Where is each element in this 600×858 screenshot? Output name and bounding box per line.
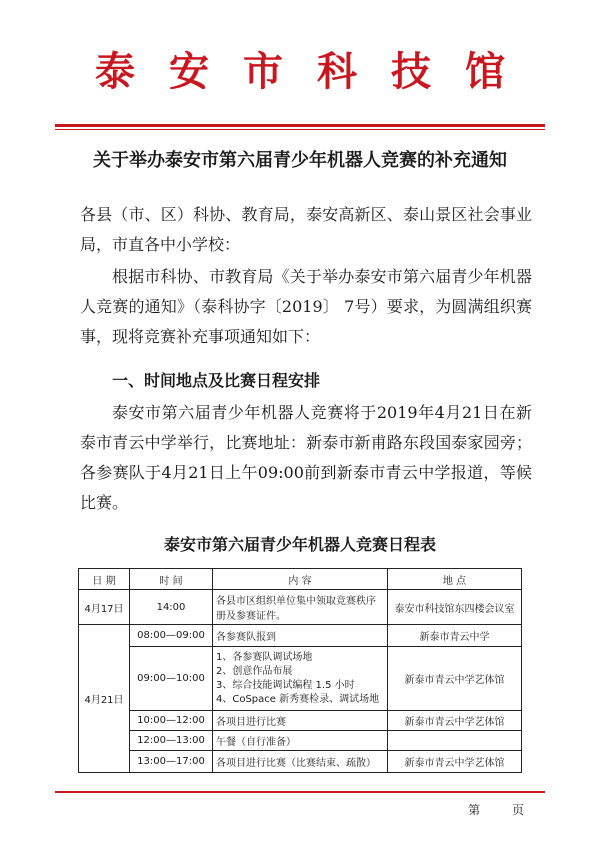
document-title: 关于举办泰安市第六届青少年机器人竞赛的补充通知: [93, 150, 507, 171]
letterhead-rule-thin: [55, 129, 545, 130]
table-row: [79, 751, 522, 773]
cell-location: [388, 731, 522, 751]
addressee-paragraph: 各县（市、区）科协、教育局，泰安高新区、泰山景区社会事业局，市直各中小学校：: [80, 205, 532, 254]
cell-location: 新泰市青云中学艺体馆: [388, 751, 522, 773]
cell-time: 12:00—13:00: [130, 731, 213, 751]
schedule-table-title: 泰安市第六届青少年机器人竞赛日程表: [163, 535, 436, 554]
cell-content-list: [213, 647, 388, 711]
footer-rule: [55, 791, 545, 793]
cell-time: 08:00—09:00: [130, 625, 213, 647]
cell-location: 新泰市青云中学艺体馆: [388, 711, 522, 731]
header-date: 日 期: [79, 569, 130, 590]
section-heading-1: 一、时间地点及比赛日程安排: [112, 371, 321, 390]
list-item: 2、创意作品布展: [216, 665, 293, 677]
schedule-table: [78, 568, 522, 773]
table-header-row: [79, 569, 522, 590]
cell-time: 10:00—12:00: [130, 711, 213, 731]
list-item: 1、各参赛队调试场地: [216, 651, 313, 663]
table-row: [79, 625, 522, 647]
cell-content: 各参赛队报到: [213, 625, 388, 647]
cell-location: 新泰市青云中学艺体馆: [388, 647, 522, 711]
intro-paragraph: 根据市科协、市教育局《关于举办泰安市第六届青少年机器人竞赛的通知》（泰科协字〔2019〕 7号）要求，为圆满组织赛事，现将竞赛补充事项通知如下：: [80, 267, 532, 346]
cell-location: 新泰市青云中学: [388, 625, 522, 647]
header-location: 地 点: [388, 569, 522, 590]
cell-location: 泰安市科技馆东四楼会议室: [388, 590, 522, 625]
list-item: 4、CoSpace 新秀赛检录、调试场地: [216, 693, 380, 705]
table-row: [79, 590, 522, 625]
letterhead-title: 泰安市科技馆: [95, 48, 539, 95]
header-content: 内 容: [213, 569, 388, 590]
cell-date-merged: 4月21日: [79, 625, 130, 773]
cell-time: 14:00: [130, 590, 213, 625]
letterhead-rule-thick: [55, 124, 545, 127]
page-number-label: 第 页: [468, 803, 538, 817]
cell-time: 13:00—17:00: [130, 751, 213, 773]
header-time: 时 间: [130, 569, 213, 590]
section-1-paragraph: 泰安市第六届青少年机器人竞赛将于2019年4月21日在新泰市青云中学举行，比赛地址：新泰市新甫路东段国泰家园旁；各参赛队于4月21日上午09:00前到新泰市青云中学报道，等候比赛。: [80, 403, 532, 512]
cell-time: 09:00—10:00: [130, 647, 213, 711]
cell-date: 4月17日: [79, 590, 130, 625]
cell-content: 午餐（自行准备）: [213, 731, 388, 751]
table-row: [79, 731, 522, 751]
table-row: [79, 711, 522, 731]
list-item: 3、综合技能调试编程 1.5 小时: [216, 679, 355, 691]
table-row: [79, 647, 522, 711]
cell-content: 各县市区组织单位集中领取竞赛秩序册及参赛证件。: [213, 590, 388, 625]
cell-content: 各项目进行比赛（比赛结束、疏散）: [213, 751, 388, 773]
cell-content: 各项目进行比赛: [213, 711, 388, 731]
